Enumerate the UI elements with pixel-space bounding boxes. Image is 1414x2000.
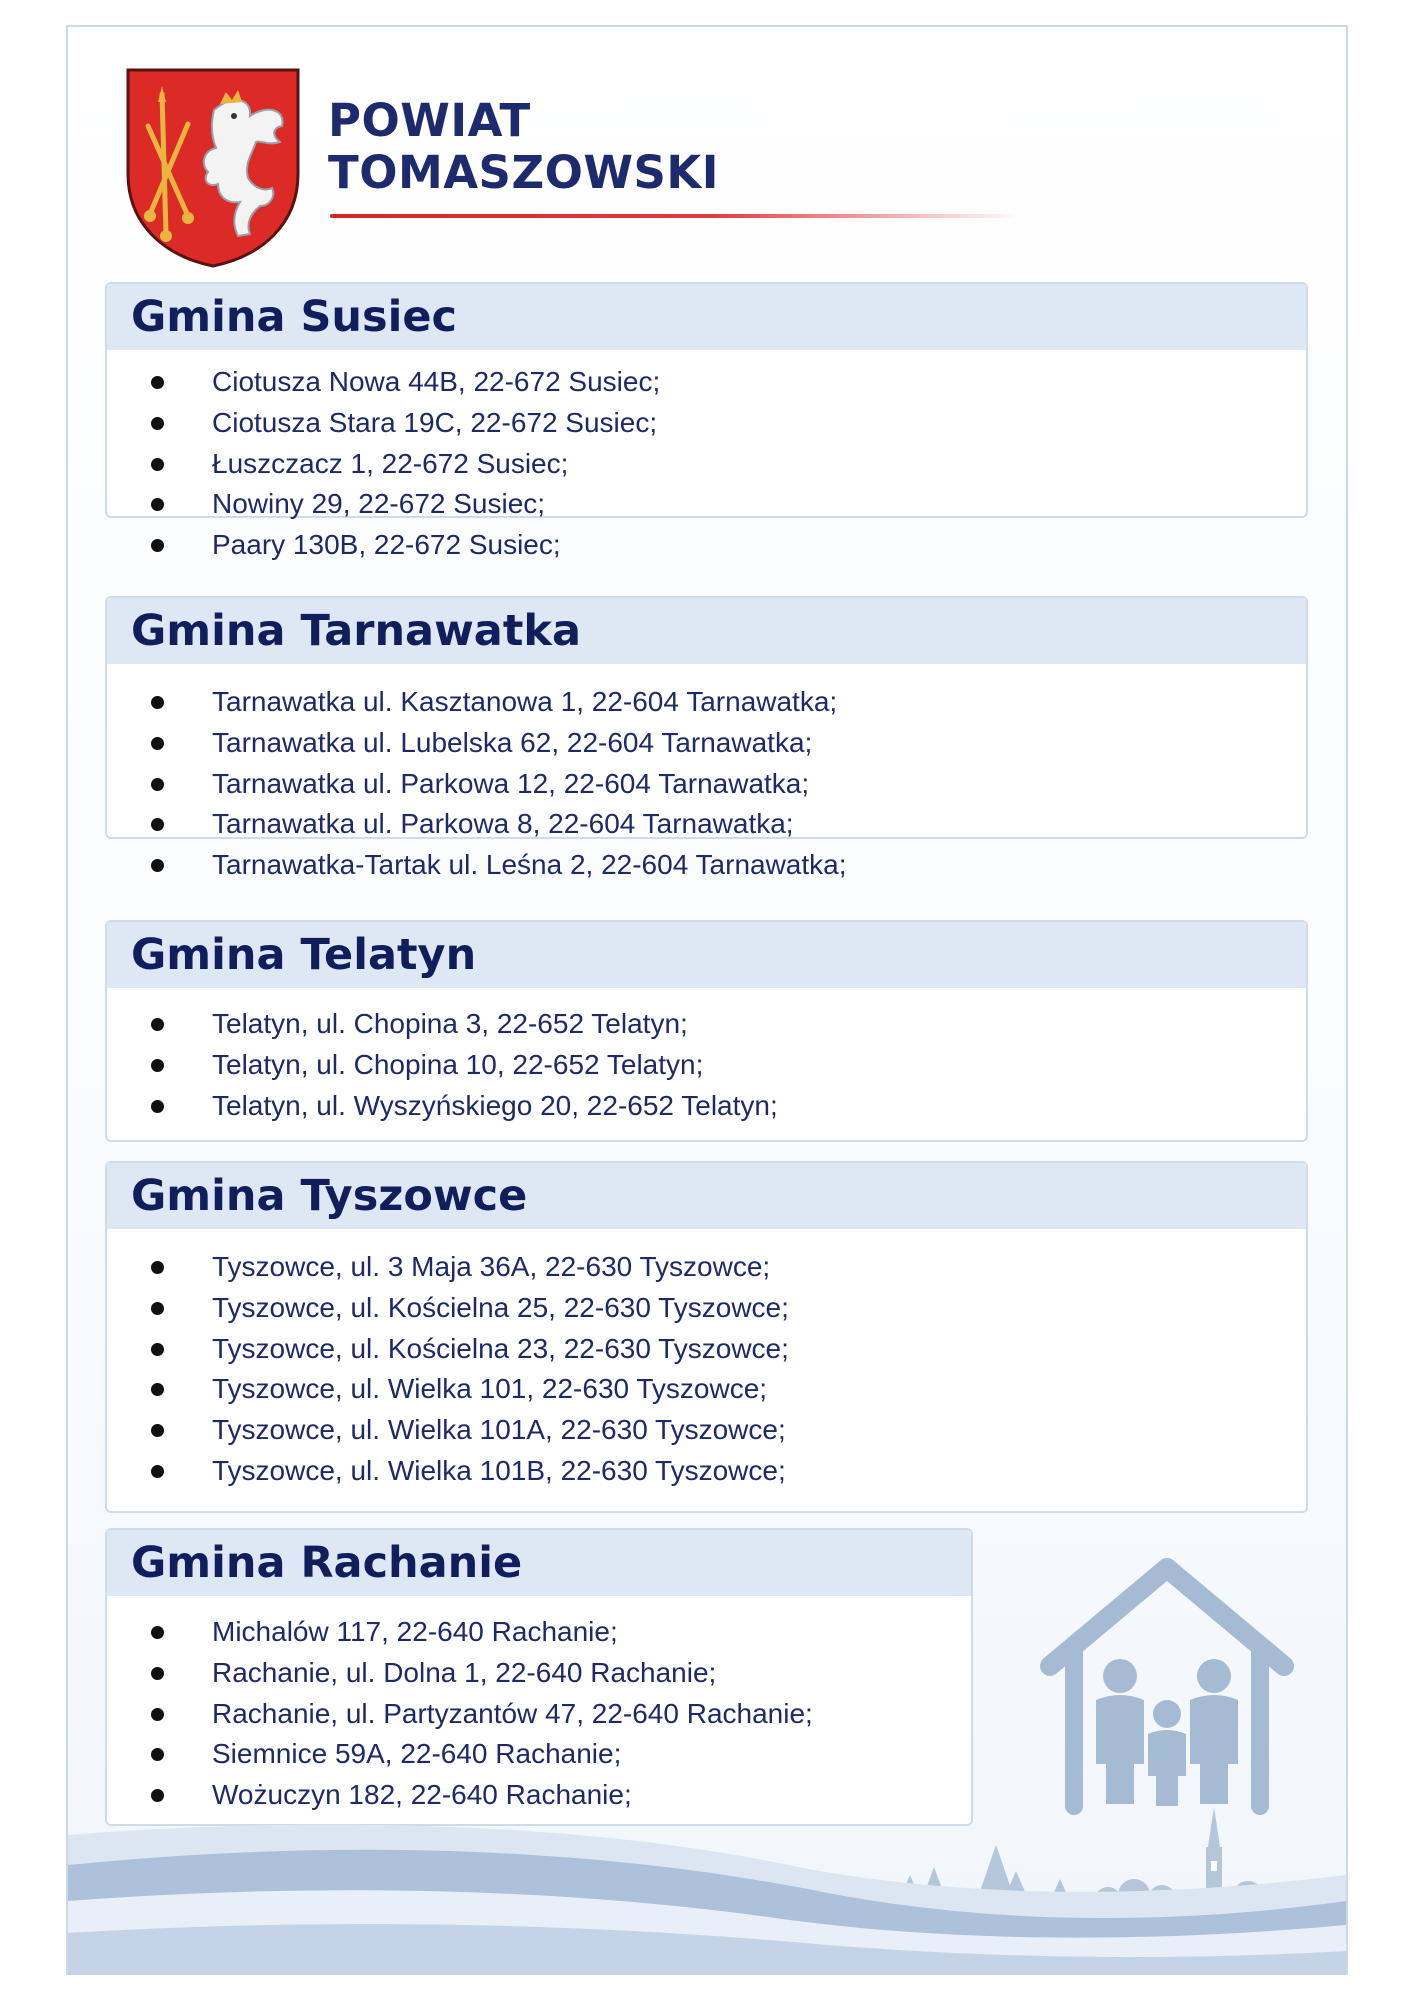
page-frame [66,25,1348,1975]
address-item: Tyszowce, ul. 3 Maja 36A, 22-630 Tyszowce; [107,1247,1306,1288]
section-title: Gmina Tarnawatka [107,598,1306,664]
address-item: Rachanie, ul. Partyzantów 47, 22-640 Rachanie; [107,1694,971,1735]
brand-divider [330,214,1020,218]
address-item: Tarnawatka ul. Parkowa 12, 22-604 Tarnawatka; [107,764,1306,805]
address-list [107,350,1306,566]
address-list [107,664,1306,886]
address-item: Nowiny 29, 22-672 Susiec; [107,484,1306,525]
section-title: Gmina Rachanie [107,1530,971,1596]
address-item: Paary 130B, 22-672 Susiec; [107,525,1306,566]
section-title: Gmina Telatyn [107,922,1306,988]
address-list [107,1229,1306,1492]
address-item: Siemnice 59A, 22-640 Rachanie; [107,1734,971,1775]
address-item: Tyszowce, ul. Kościelna 23, 22-630 Tyszowce; [107,1329,1306,1370]
address-list [107,1596,971,1816]
coat-of-arms-icon [122,64,304,270]
address-item: Telatyn, ul. Chopina 3, 22-652 Telatyn; [107,1004,1306,1045]
section-gmina-telatyn [105,920,1308,1142]
address-item: Rachanie, ul. Dolna 1, 22-640 Rachanie; [107,1653,971,1694]
address-item: Tarnawatka ul. Lubelska 62, 22-604 Tarnawatka; [107,723,1306,764]
address-item: Wożuczyn 182, 22-640 Rachanie; [107,1775,971,1816]
address-item: Tyszowce, ul. Wielka 101B, 22-630 Tyszowce; [107,1451,1306,1492]
address-item: Tarnawatka-Tartak ul. Leśna 2, 22-604 Tarnawatka; [107,845,1306,886]
address-item: Tarnawatka ul. Kasztanowa 1, 22-604 Tarnawatka; [107,682,1306,723]
section-gmina-susiec [105,282,1308,561]
address-item: Ciotusza Nowa 44B, 22-672 Susiec; [107,362,1306,403]
section-gmina-rachanie [105,1528,973,1826]
address-item: Michalów 117, 22-640 Rachanie; [107,1612,971,1653]
address-item: Telatyn, ul. Chopina 10, 22-652 Telatyn; [107,1045,1306,1086]
address-item: Tyszowce, ul. Wielka 101A, 22-630 Tyszowce; [107,1410,1306,1451]
wave-decoration [68,1805,1346,1975]
address-list [107,988,1306,1126]
address-item: Telatyn, ul. Wyszyńskiego 20, 22-652 Telatyn; [107,1086,1306,1127]
address-item: Tarnawatka ul. Parkowa 8, 22-604 Tarnawatka; [107,804,1306,845]
brand-title: POWIAT TOMASZOWSKI [328,94,720,199]
section-gmina-tarnawatka [105,596,1308,881]
address-item: Łuszczacz 1, 22-672 Susiec; [107,444,1306,485]
house-family-icon [1036,1554,1298,1820]
address-item: Tyszowce, ul. Wielka 101, 22-630 Tyszowce; [107,1369,1306,1410]
section-gmina-tyszowce [105,1161,1308,1513]
address-item: Tyszowce, ul. Kościelna 25, 22-630 Tyszowce; [107,1288,1306,1329]
section-title: Gmina Tyszowce [107,1163,1306,1229]
address-item: Ciotusza Stara 19C, 22-672 Susiec; [107,403,1306,444]
section-title: Gmina Susiec [107,284,1306,350]
